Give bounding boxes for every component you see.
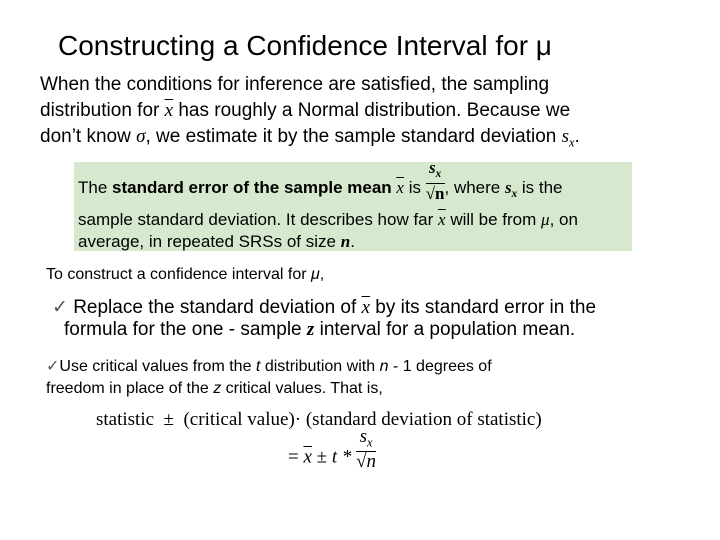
- formula-general: statistic ± (critical value)· (standard deviation of statistic): [96, 409, 542, 430]
- bullet-text: distribution with: [264, 358, 376, 375]
- plus-minus-sign: ±: [316, 446, 328, 468]
- bullet-2-line-2: [46, 380, 383, 398]
- z-symbol: z: [306, 319, 315, 340]
- t-star-symbol: t *: [331, 446, 352, 468]
- z-symbol: z: [213, 380, 222, 397]
- box-text: , on: [549, 210, 578, 229]
- sx-symbol: $s_x$: [504, 177, 518, 200]
- intro-line-1: When the conditions for inference are satisfied, the sampling: [40, 74, 550, 95]
- box-text: , where: [444, 177, 501, 197]
- mu-symbol: μ: [311, 266, 320, 283]
- xbar-symbol: $\overline{x}$: [303, 446, 312, 468]
- definition-line-1: [78, 158, 563, 206]
- standard-error-fraction: $\frac{s_x}{√n}$: [356, 426, 377, 473]
- check-icon: ✓: [46, 358, 60, 375]
- box-text: average, in repeated SRSs of size: [78, 232, 336, 251]
- xbar-symbol: $\overline{x}$: [164, 100, 174, 121]
- check-icon: ✓: [52, 297, 68, 318]
- box-text: will be from: [450, 210, 537, 229]
- sx-symbol: $s_x$: [561, 126, 575, 150]
- bullet-text: Replace the standard deviation of: [73, 297, 357, 318]
- xbar-symbol: $\overline{x}$: [361, 297, 371, 318]
- standard-error-fraction: $\frac{s_x}{√n}$: [425, 158, 445, 203]
- construct-text: ,: [319, 266, 325, 283]
- box-text: The: [78, 177, 108, 197]
- n-symbol: n: [379, 358, 389, 375]
- intro-line-3: [40, 124, 640, 155]
- intro-line-2: [40, 98, 640, 124]
- bullet-text: critical values. That is,: [225, 380, 383, 397]
- bullet-text: freedom in place of the: [46, 380, 209, 397]
- intro-period: .: [574, 126, 580, 147]
- box-text: is the: [521, 177, 563, 197]
- definition-box: [74, 158, 632, 251]
- bullet-text: Use critical values from the: [59, 358, 252, 375]
- bullet-text: by its standard error in the: [375, 297, 597, 318]
- intro-text: , we estimate it by the sample standard deviation: [145, 126, 557, 147]
- mu-symbol: μ: [541, 210, 550, 229]
- bullet-text: interval for a population mean.: [319, 319, 576, 340]
- construct-text: To construct a confidence interval for: [46, 266, 307, 283]
- xbar-symbol: $\overline{x}$: [438, 210, 446, 229]
- n-symbol: n: [340, 232, 351, 251]
- xbar-symbol: $\overline{x}$: [396, 177, 404, 197]
- bullet-text: formula for the one - sample: [64, 319, 302, 340]
- bullet-1-line-1: [52, 297, 596, 319]
- definition-line-2: [78, 208, 578, 232]
- bullet-text: - 1 degrees of: [392, 358, 492, 375]
- formula-t-interval: [288, 426, 377, 473]
- page-title: Constructing a Confidence Interval for μ: [58, 30, 552, 61]
- intro-text: don’t know: [40, 126, 131, 147]
- t-symbol: t: [255, 358, 261, 375]
- construct-intro: [46, 266, 324, 284]
- equals-sign: =: [288, 446, 299, 468]
- box-bold-term: standard error of the sample mean: [112, 177, 392, 197]
- sigma-symbol: σ: [136, 126, 146, 147]
- intro-text: has roughly a Normal distribution. Because we: [178, 100, 571, 121]
- box-text: sample standard deviation. It describes how far: [78, 210, 434, 229]
- bullet-2-line-1: [46, 356, 492, 376]
- bullet-1-line-2: [64, 319, 575, 341]
- box-text: is: [408, 177, 421, 197]
- box-text: .: [350, 232, 355, 251]
- intro-paragraph: [40, 72, 640, 155]
- intro-text: distribution for: [40, 100, 160, 121]
- definition-line-3: [78, 230, 355, 254]
